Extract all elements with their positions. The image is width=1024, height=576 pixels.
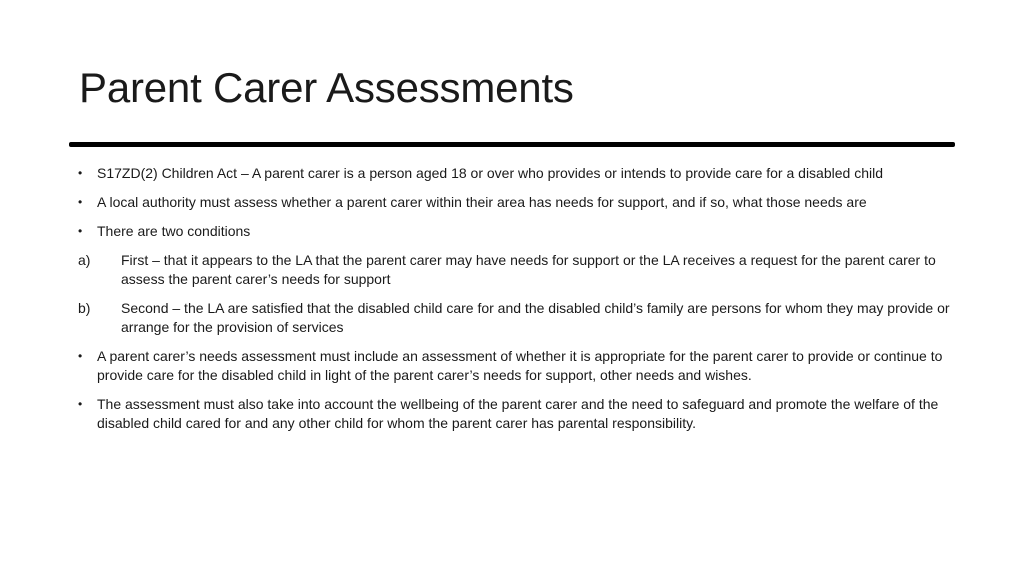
bullet-item xyxy=(78,193,950,212)
bullet-marker: • xyxy=(78,195,83,209)
lettered-text: Second – the LA are satisfied that the disabled child care for and the disabled child’s family are persons for whom they may provide or arrange for the provision of services xyxy=(121,300,950,335)
bullet-marker: • xyxy=(78,224,83,238)
bullet-item xyxy=(78,164,950,183)
slide-body xyxy=(78,164,950,443)
lettered-item-a xyxy=(78,251,950,289)
bullet-text: There are two conditions xyxy=(97,223,251,239)
list-letter-marker: a) xyxy=(78,252,91,268)
bullet-marker: • xyxy=(78,349,83,363)
bullet-marker: • xyxy=(78,166,83,180)
bullet-text: A local authority must assess whether a parent carer within their area has needs for support, and if so, what those needs are xyxy=(97,194,867,210)
list-letter-marker: b) xyxy=(78,300,91,316)
bullet-item xyxy=(78,395,950,433)
bullet-item xyxy=(78,347,950,385)
bullet-item xyxy=(78,222,950,241)
title-divider xyxy=(69,142,955,147)
bullet-text: A parent carer’s needs assessment must include an assessment of whether it is appropriate for the parent carer to provide or continue to provide care for the disabled child in light of the parent carer’s needs for support, other needs and wishes. xyxy=(97,348,943,383)
slide-title: Parent Carer Assessments xyxy=(79,64,574,111)
lettered-text: First – that it appears to the LA that the parent carer may have needs for support or the LA receives a request for the parent carer to assess the parent carer’s needs for support xyxy=(121,252,936,287)
bullet-text: The assessment must also take into account the wellbeing of the parent carer and the need to safeguard and promote the welfare of the disabled child cared for and any other child for whom the parent carer has parental responsibility. xyxy=(97,396,939,431)
bullet-text: S17ZD(2) Children Act – A parent carer is a person aged 18 or over who provides or intends to provide care for a disabled child xyxy=(97,165,883,181)
bullet-marker: • xyxy=(78,397,83,411)
lettered-item-b xyxy=(78,299,950,337)
